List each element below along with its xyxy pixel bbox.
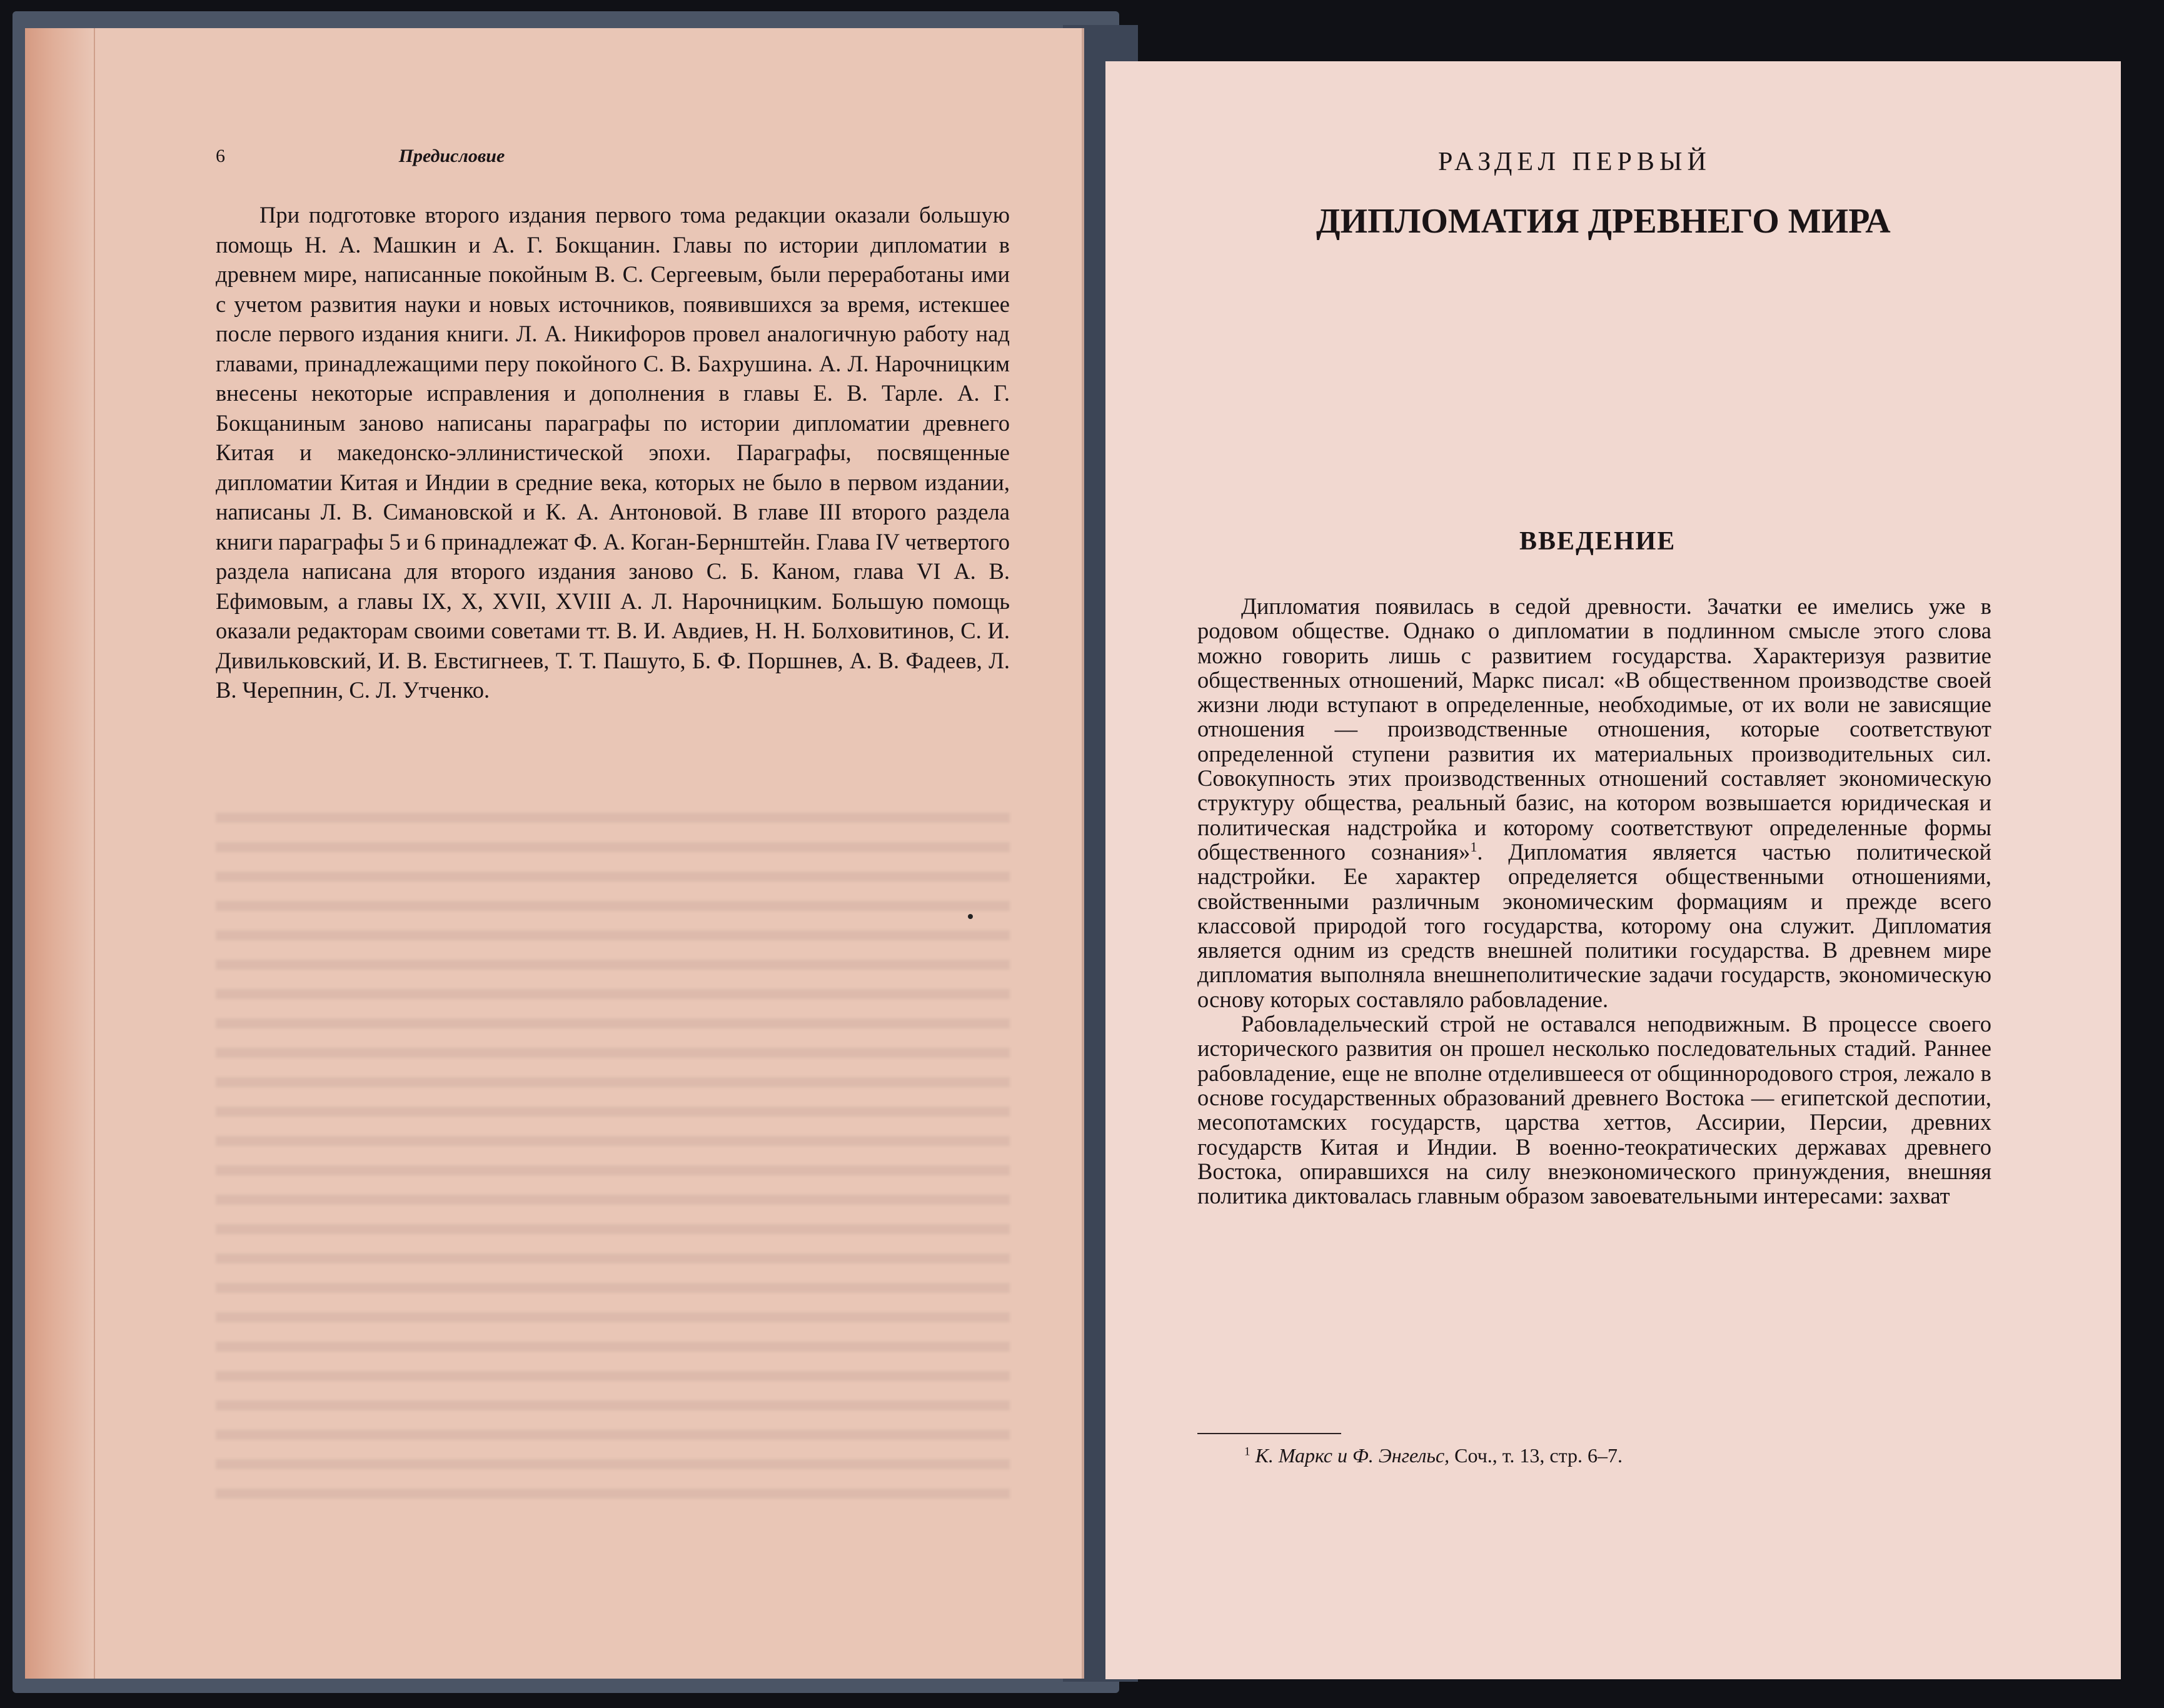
section-title: ДИПЛОМАТИЯ ДРЕВНЕГО МИРА	[1316, 202, 1891, 241]
page-number: 6	[216, 146, 225, 166]
footnote	[1244, 1444, 1623, 1467]
footnote-marker: 1	[1244, 1445, 1251, 1459]
intro-paragraph-1	[1197, 594, 1991, 1012]
intro-paragraph-1-b: . Дипломатия является частью политической надстройки. Ее характер определяется общественными отношениями, свойственными различным экономическим формациям и прежде всего классовой природой того государства, которому она служит. Дипломатия является одним из средств внешней политики государства. В древнем мире дипломатия выполняла внешнеполитические задачи государств, экономическую основу которых составляло рабовладение.	[1197, 838, 1991, 1012]
intro-text	[1197, 594, 1991, 1208]
preface-text	[216, 200, 1010, 705]
section-label: РАЗДЕЛ ПЕРВЫЙ	[1438, 148, 1711, 176]
footnote-authors: К. Маркс и Ф. Энгельс,	[1255, 1444, 1450, 1467]
page-edge	[25, 28, 95, 1679]
intro-paragraph-2: Рабовладельческий строй не оставался неподвижным. В процессе своего исторического развития он прошел несколько последовательных стадий. Раннее рабовладение, еще не вполне отделившееся от общиннородового строя, лежало в основе государственных образований древнего Востока — египетской деспотии, месопотамских государств, царства хеттов, Ассирии, Персии, древних государств Китая и Индии. В военно-теократических державах древнего Востока, опиравшихся на силу внеэкономического принуждения, внешняя политика диктовалась главным образом завоевательными интересами: захват	[1197, 1011, 1991, 1209]
intro-paragraph-1-a: Дипломатия появилась в седой древности. Зачатки ее имелись уже в родовом обществе. Однако о дипломатии в подлинном смысле этого слова можно говорить лишь с развитием государства. Характеризуя развитие общественных отношений, Маркс писал: «В общественном производстве своей жизни люди вступают в определенные, необходимые, от их воли не зависящие отношения — производственные отношения, которые соответствуют определенной ступени развития их материальных производительных сил. Совокупность этих производственных отношений составляет экономическую структуру общества, реальный базис, на котором возвышается юридическая и политическая надстройка и которому соответствуют определенные формы общественного сознания»	[1197, 593, 1991, 865]
intro-heading: ВВЕДЕНИЕ	[1519, 527, 1676, 556]
preface-paragraph: При подготовке второго издания первого тома редакции оказали большую помощь Н. А. Машкин и А. Г. Бокщанин. Главы по истории дипломатии в древнем мире, написанные покойным В. С. Сергеевым, были переработаны ими с учетом развития науки и новых источников, появившихся за время, истекшее после первого издания книги. Л. А. Никифоров провел аналогичную работу над главами, принадлежащими перу покойного С. В. Бахрушина. А. Л. Нарочницким внесены некоторые исправления и дополнения в главы Е. В. Тарле. А. Г. Бокщаниным заново написаны параграфы по истории дипломатии древнего Китая и македонско-эллинистической эпохи. Параграфы, посвященные дипломатии Китая и Индии в средние века, которых не было в первом издании, написаны Л. В. Симановской и К. А. Антоновой. В главе III второго раздела книги параграфы 5 и 6 принадлежат Ф. А. Коган-Бернштейн. Глава IV четвертого раздела написана для второго издания заново С. Б. Каном, глава VI А. В. Ефимовым, а главы IX, X, XVII, XVIII А. Л. Нарочницким. Большую помощь оказали редакторам своими советами тт. В. И. Авдиев, Н. Н. Болховитинов, С. И. Дивильковский, И. В. Евстигнеев, Т. Т. Пашуто, Б. Ф. Поршнев, А. В. Фадеев, Л. В. Черепнин, С. Л. Утченко.	[216, 202, 1010, 703]
ink-spot	[968, 914, 973, 919]
running-title: Предисловие	[398, 146, 505, 166]
footnote-reference: 1	[1470, 838, 1477, 855]
bleed-through-text	[216, 813, 1010, 1513]
running-head	[216, 146, 678, 167]
footnote-source: Соч., т. 13, стр. 6–7.	[1454, 1444, 1623, 1467]
footnote-rule	[1197, 1433, 1341, 1434]
